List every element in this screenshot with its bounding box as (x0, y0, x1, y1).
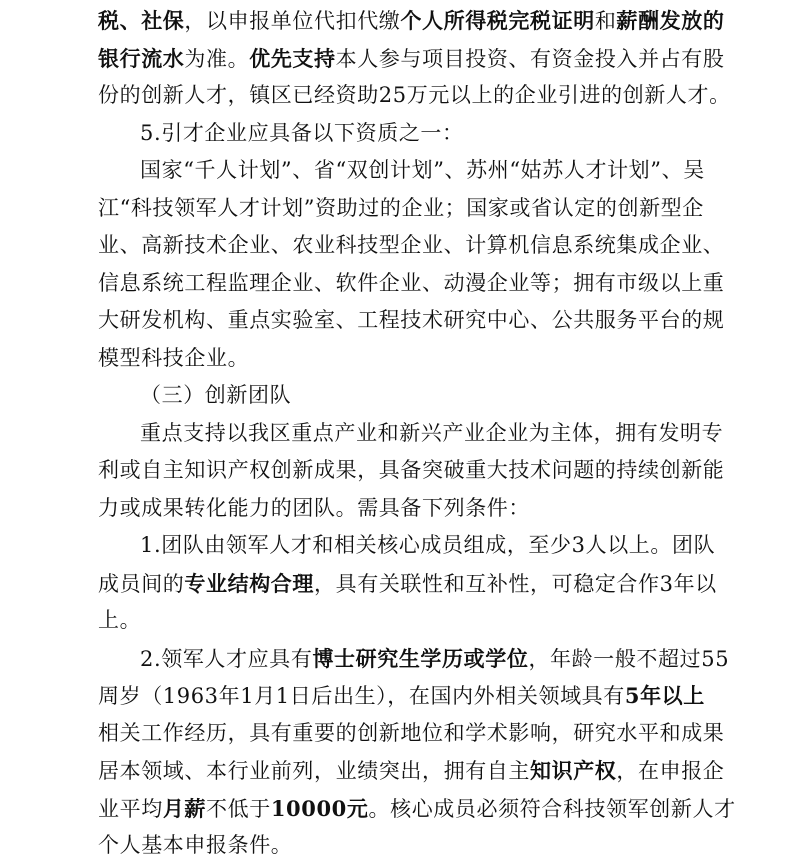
text-line (98, 715, 725, 753)
bold-text-segment: 10000元 (270, 795, 369, 821)
text-line (98, 302, 725, 340)
text-line (98, 377, 710, 415)
text-line (98, 77, 731, 115)
text-segment: 相关工作经历，具有重要的创新地位和学术影响，研究水平和成果 (98, 720, 725, 745)
bold-text-segment: 博士研究生学历或学位 (312, 645, 529, 671)
text-segment: （三）创新团队 (140, 383, 292, 407)
text-line (98, 2, 725, 40)
text-segment: 力或成果转化能力的团队。需具备下列条件： (98, 495, 530, 520)
bold-text-segment: 税、社保 (98, 8, 185, 33)
bold-text-segment: 银行流水 (98, 45, 185, 71)
text-line (98, 602, 710, 640)
text-line (98, 640, 730, 678)
document-body (98, 0, 736, 865)
bold-text-segment: 月薪 (162, 795, 207, 821)
text-segment: ，以申报单位代扣代缴 (184, 9, 401, 33)
bold-text-segment: 专业结构合理 (184, 570, 315, 596)
text-line (98, 827, 710, 865)
text-segment: 成员间的 (98, 571, 185, 596)
text-segment: ，具有关联性和互补性，可稳定合作3年以 (314, 571, 717, 596)
text-segment: ，年龄一般不超过55 (528, 646, 730, 671)
text-segment: 利或自主知识产权创新成果，具备突破重大技术问题的持续创新能 (98, 458, 725, 482)
text-segment: 江“科技领军人才计划”资助过的企业；国家或省认定的创新型企 (98, 195, 704, 220)
text-segment: 重点支持以我区重点产业和新兴产业企业为主体，拥有发明专 (140, 420, 724, 445)
text-line (98, 752, 725, 790)
text-segment: 为准。 (184, 46, 250, 71)
text-segment: 业、高新技术企业、农业科技型企业、计算机信息系统集成企业、 (98, 233, 725, 257)
bold-text-segment: 优先支持 (249, 45, 336, 71)
text-line (98, 527, 716, 565)
text-segment: 上。 (98, 608, 142, 632)
text-line (98, 227, 725, 265)
text-segment: 个人基本申报条件。 (98, 833, 293, 857)
text-line (98, 490, 710, 528)
text-segment: 本人参与项目投资、有资金投入并占有股 (335, 46, 725, 71)
text-line (98, 452, 725, 490)
text-segment: 周岁（1963年1月1日后出生），在国内外相关领域具有 (98, 684, 625, 708)
text-segment: ，在申报企 (616, 759, 725, 783)
bold-text-segment: 知识产权 (530, 758, 617, 783)
text-line (98, 677, 710, 715)
text-segment: 5.引才企业应具备以下资质之一： (140, 120, 464, 145)
text-line (98, 40, 725, 78)
text-line (98, 790, 736, 828)
text-segment: 和 (594, 9, 617, 33)
text-segment: 不低于 (206, 796, 271, 821)
text-segment: 大研发机构、重点实验室、工程技术研究中心、公共服务平台的规 (98, 308, 725, 332)
text-segment: 2.领军人才应具有 (140, 646, 313, 671)
text-segment: 居本领域、本行业前列，业绩突出，拥有自主 (98, 759, 530, 783)
bold-text-segment: 薪酬发放的 (616, 8, 725, 33)
text-line (98, 340, 710, 378)
text-line (98, 115, 710, 153)
text-segment: 信息系统工程监理企业、软件企业、动漫企业等；拥有市级以上重 (98, 270, 725, 295)
text-line (98, 152, 710, 190)
text-line (98, 265, 725, 303)
bold-text-segment: 个人所得税完税证明 (400, 8, 595, 33)
text-segment: 1.团队由领军人才和相关核心成员组成，至少3人以上。团队 (140, 533, 716, 557)
text-line (98, 190, 710, 228)
text-line (98, 415, 724, 453)
text-segment: 份的创新人才，镇区已经资助25万元以上的企业引进的创新人才。 (98, 83, 731, 107)
text-segment: 。核心成员必须符合科技领军创新人才 (368, 796, 736, 821)
bold-text-segment: 5年以上 (624, 683, 705, 708)
text-line (98, 565, 717, 603)
text-segment: 国家“千人计划”、省“双创计划”、苏州“姑苏人才计划”、吴 (140, 158, 705, 182)
text-segment: 业平均 (98, 796, 163, 821)
text-segment: 模型科技企业。 (98, 345, 250, 370)
